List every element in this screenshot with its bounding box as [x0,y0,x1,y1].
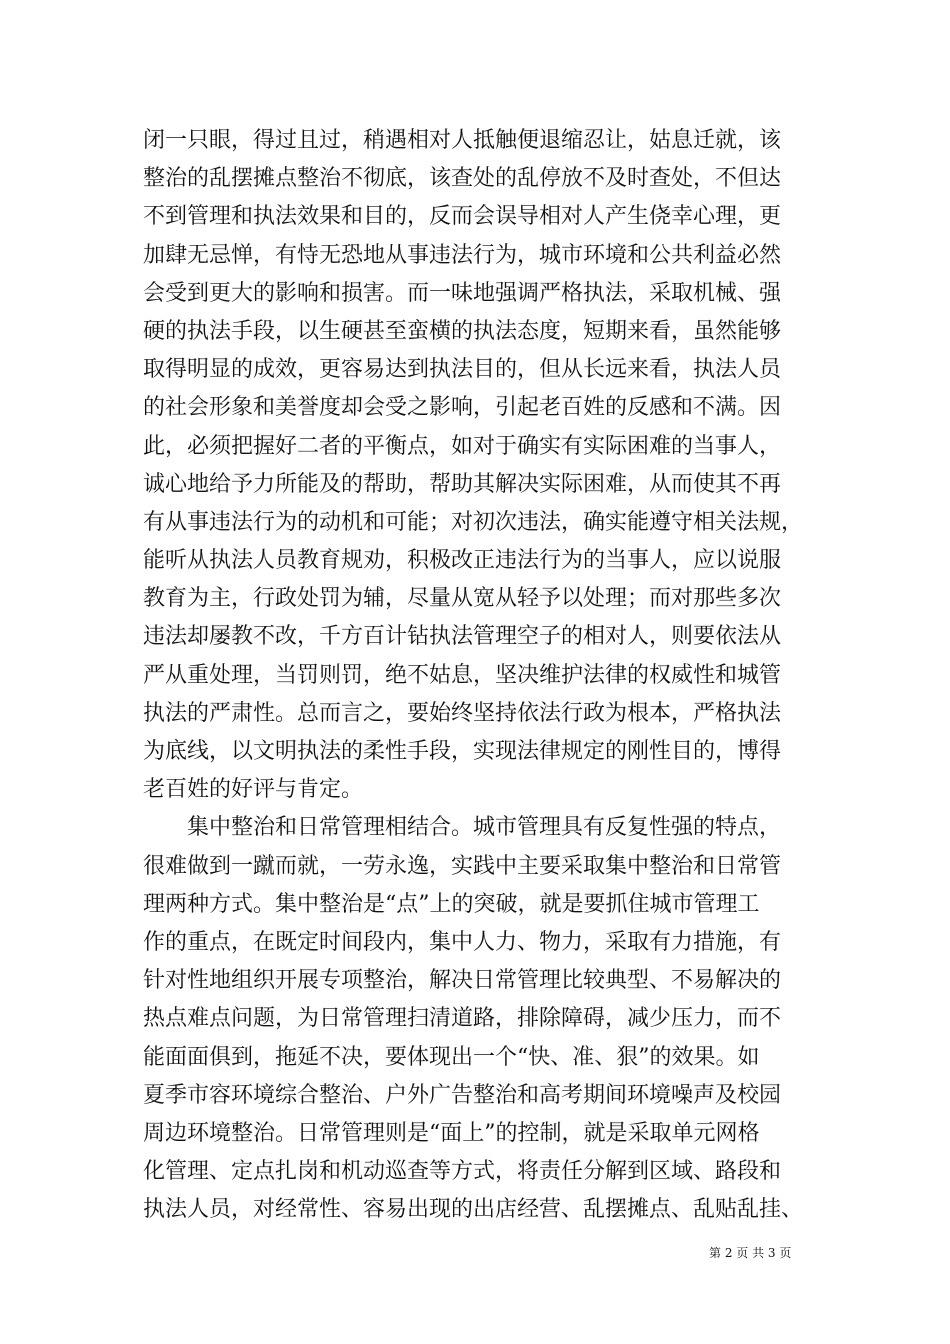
text-line: 夏季市容环境综合整治、户外广告整治和高考期间环境噪声及校园 [143,1082,782,1108]
text-line: 取得明显的成效，更容易达到执法目的，但从长远来看，执法人员 [143,357,782,383]
text-line: 作的重点，在既定时间段内，集中人力、物力，采取有力措施，有 [143,929,782,955]
text-line: 教育为主，行政处罚为辅，尽量从宽从轻予以处理；而对那些多次 [143,586,782,612]
text-line: 执法人员，对经常性、容易出现的出店经营、乱摆摊点、乱贴乱挂、 [143,1197,804,1223]
text-line: 的社会形象和美誉度却会受之影响，引起老百姓的反感和不满。因 [143,395,782,421]
paragraph-2 [143,809,823,1229]
text-line: 硬的执法手段，以生硬甚至蛮横的执法态度，短期来看，虽然能够 [143,318,782,344]
text-line: 加肆无忌惮，有恃无恐地从事违法行为，城市环境和公共利益必然 [143,242,782,268]
text-line: 有从事违法行为的动机和可能；对初次违法，确实能遵守相关法规， [143,509,804,535]
text-line: 理两种方式。集中整治是“点”上的突破，就是要抓住城市管理工 [143,891,760,917]
text-line: 诚心地给予力所能及的帮助，帮助其解决实际困难，从而使其不再 [143,471,782,497]
text-line: 严从重处理，当罚则罚，绝不姑息，坚决维护法律的权威性和城管 [143,662,782,688]
text-line: 能面面俱到，拖延不决，要体现出一个“快、准、狠”的效果。如 [143,1044,760,1070]
text-line: 集中整治和日常管理相结合。城市管理具有反复性强的特点， [187,815,782,841]
page-number: 第 2 页 共 3 页 [709,1246,792,1260]
text-line: 为底线，以文明执法的柔性手段，实现法律规定的刚性目的，博得 [143,739,782,764]
text-line: 违法却屡教不改，千方百计钻执法管理空子的相对人，则要依法从 [143,624,782,650]
document-body [143,122,823,1229]
text-line: 很难做到一蹴而就，一劳永逸，实践中主要采取集中整治和日常管 [143,853,782,879]
text-line: 老百姓的好评与肯定。 [143,777,364,803]
text-line: 不到管理和执法效果和目的，反而会误导相对人产生侥幸心理，更 [143,204,782,230]
text-line: 周边环境整治。日常管理则是“面上”的控制，就是采取单元网格 [143,1120,760,1146]
paragraph-1 [143,122,823,809]
text-line: 整治的乱摆摊点整治不彻底，该查处的乱停放不及时查处，不但达 [143,166,782,192]
text-line: 化管理、定点扎岗和机动巡查等方式，将责任分解到区域、路段和 [143,1159,782,1185]
text-line: 会受到更大的影响和损害。而一味地强调严格执法，采取机械、强 [143,280,782,306]
text-line: 此，必须把握好二者的平衡点，如对于确实有实际困难的当事人， [143,433,782,459]
text-line: 执法的严肃性。总而言之，要始终坚持依法行政为根本，严格执法 [143,700,782,726]
text-line: 能听从执法人员教育规劝，积极改正违法行为的当事人，应以说服 [143,548,782,574]
text-line: 闭一只眼，得过且过，稍遇相对人抵触便退缩忍让，姑息迁就，该 [143,128,782,153]
text-line: 热点难点问题，为日常管理扫清道路，排除障碍，减少压力，而不 [143,1006,782,1032]
text-line: 针对性地组织开展专项整治，解决日常管理比较典型、不易解决的 [143,968,782,994]
